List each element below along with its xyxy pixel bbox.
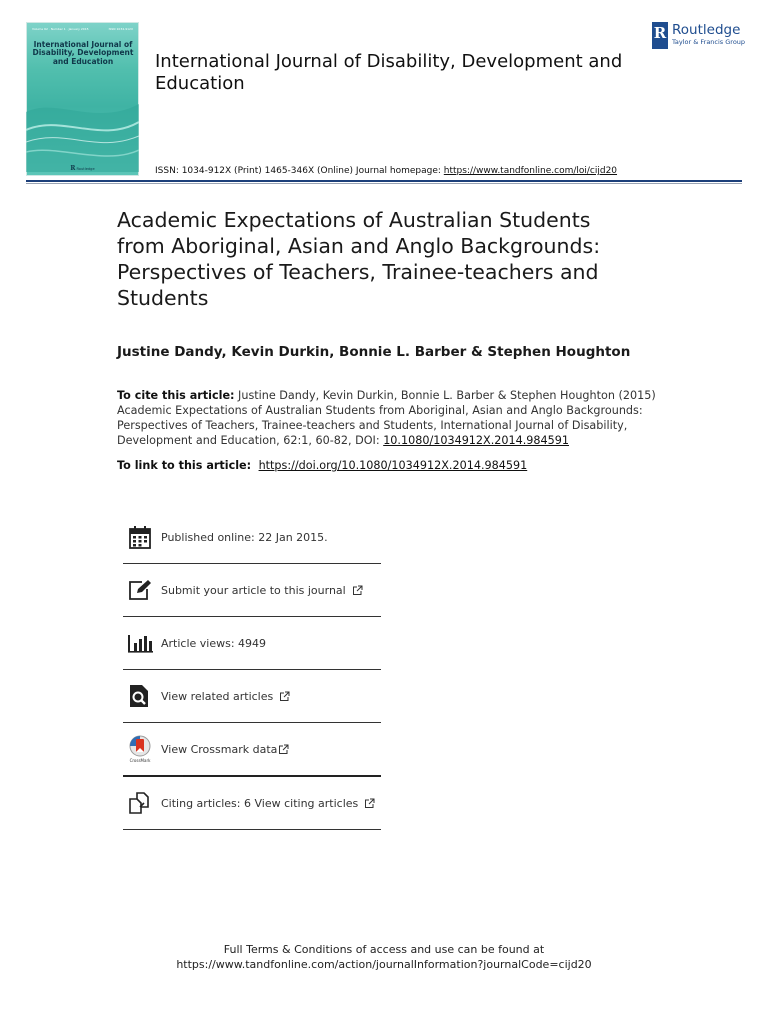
publisher-group: Taylor & Francis Group	[672, 38, 746, 46]
published-row	[123, 511, 381, 564]
header-divider	[26, 180, 742, 182]
cover-publisher-logo	[26, 165, 139, 172]
crossmark-caption: CrossMark	[129, 758, 151, 763]
external-link-icon	[279, 691, 290, 702]
cover-wave-graphic	[26, 92, 139, 172]
journal-title: International Journal of Disability, Development and Education	[155, 51, 623, 94]
article-url-link[interactable]: https://doi.org/10.1080/1034912X.2014.984591	[258, 459, 528, 472]
crossmark-row[interactable]	[123, 723, 381, 777]
cover-title: International Journal of Disability, Development and Education	[32, 40, 134, 66]
submit-article-row[interactable]	[123, 564, 381, 617]
citing-articles-link[interactable]: Citing articles: 6 View citing articles	[161, 796, 359, 810]
search-document-icon	[127, 683, 153, 709]
external-link-icon	[352, 585, 363, 596]
cover-issn: ISSN 1034-912X	[108, 27, 133, 31]
cover-logo-text: Routledge	[76, 167, 95, 171]
doi-link[interactable]: 10.1080/1034912X.2014.984591	[383, 434, 569, 447]
issn-text: ISSN: 1034-912X (Print) 1465-346X (Online) Journal homepage:	[155, 166, 444, 176]
related-articles-link[interactable]: View related articles	[161, 689, 274, 703]
citing-documents-icon	[127, 790, 153, 816]
article-link-line	[117, 458, 527, 473]
crossmark-link[interactable]: View Crossmark data	[161, 742, 278, 756]
publisher-name: Routledge	[672, 22, 741, 38]
cover-issue-line	[32, 27, 133, 31]
link-label: To link to this article:	[117, 459, 255, 472]
article-views: Article views: 4949	[161, 636, 267, 650]
external-link-icon	[278, 744, 289, 755]
publisher-text	[672, 22, 745, 46]
citation-label: To cite this article:	[117, 389, 235, 402]
terms-url[interactable]: https://www.tandfonline.com/action/journalInformation?journalCode=cijd20	[176, 958, 592, 971]
terms-footer	[0, 942, 768, 972]
issn-line	[155, 166, 617, 176]
article-views-row	[123, 617, 381, 670]
external-link-icon	[364, 798, 375, 809]
article-title: Academic Expectations of Australian Students from Aboriginal, Asian and Anglo Backgrounds: Perspectives of Teachers, Trainee-teachers and Students	[117, 208, 601, 310]
citation-block	[117, 388, 657, 448]
terms-text: Full Terms & Conditions of access and use can be found at	[223, 943, 545, 956]
article-authors: Justine Dandy, Kevin Durkin, Bonnie L. Barber & Stephen Houghton	[117, 344, 631, 360]
submit-article-link[interactable]: Submit your article to this journal	[161, 583, 346, 597]
edit-icon	[127, 577, 153, 603]
citing-articles-row[interactable]	[123, 777, 381, 830]
routledge-logo-icon	[652, 22, 668, 49]
article-info-list	[123, 511, 381, 830]
related-articles-row[interactable]	[123, 670, 381, 723]
journal-cover-thumbnail	[26, 22, 139, 176]
citation-text: Justine Dandy, Kevin Durkin, Bonnie L. Barber & Stephen Houghton (2015) Academic Expectations of Australian Students from Aboriginal, Asian and Anglo Backgrounds: Perspectives of Teachers, Trainee-teachers and Students, International Journal of Disability, Development and Education, 62:1, 60-82, DOI:	[117, 389, 656, 447]
publisher-logo[interactable]	[652, 22, 745, 52]
header-divider-thin	[26, 183, 742, 184]
published-date: Published online: 22 Jan 2015.	[161, 530, 328, 544]
cover-issue-info: Volume 62 · Number 1 · January 2015	[32, 27, 89, 31]
crossmark-icon	[127, 736, 153, 762]
journal-homepage-link[interactable]: https://www.tandfonline.com/loi/cijd20	[443, 166, 618, 176]
calendar-icon	[127, 524, 153, 550]
cover-logo-mark: R	[70, 165, 76, 172]
publisher-mark-letter: R	[653, 24, 667, 42]
bar-chart-icon	[127, 630, 153, 656]
